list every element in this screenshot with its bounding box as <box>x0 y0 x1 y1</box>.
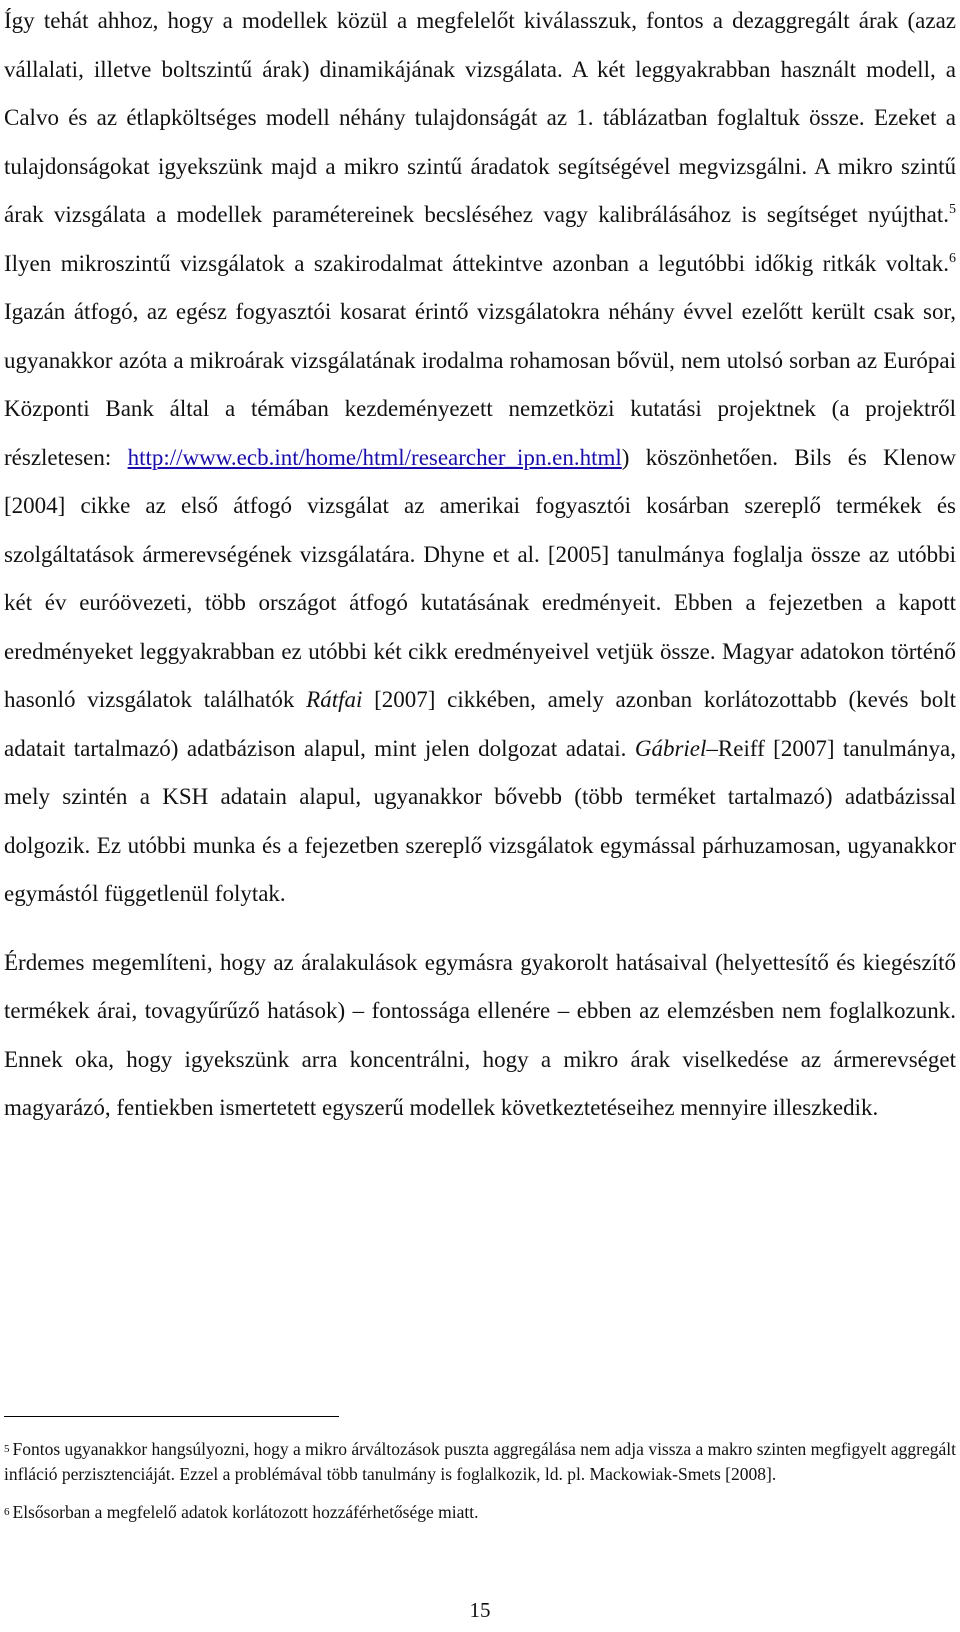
footnote-5 <box>4 1437 956 1487</box>
author-name-italic: Rátfai <box>306 687 363 712</box>
paragraph-text: Ilyen mikroszintű vizsgálatok a szakirodalmat áttekintve azonban a legutóbbi időkig ritkák voltak. <box>4 250 949 276</box>
footnote-reference-6[interactable]: 6 <box>949 250 956 266</box>
body-paragraph-1 <box>4 0 956 919</box>
footnote-reference-5[interactable]: 5 <box>949 202 956 217</box>
paragraph-text: ) köszönhetően. Bils és Klenow [2004] cikke az első átfogó vizsgálat az amerikai fogyasztói kosárban szereplő termékek és szolgáltatások ármerevségének vizsgálatára. Dhyne et al. [2005] tanulmánya foglalja össze az utóbbi két év euróövezeti, több országot átfogó kutatásának eredményeit. Ebben a fejezetben a kapott eredményeket leggyakrabban ez utóbbi két cikk eredményeivel vetjük össze. Magyar adatokon történő hasonló vizsgálatok találhatók <box>4 444 956 712</box>
author-name-italic: Gábriel <box>634 735 707 761</box>
footnote-6 <box>4 1500 956 1525</box>
footnote-text: Fontos ugyanakkor hangsúlyozni, hogy a mikro árváltozások puszta aggregálása nem adja vissza a makro szinten megfigyelt aggregált infláció perzisztenciáját. Ezzel a problémával több tanulmány is foglalkozik, ld. pl. Mackowiak-Smets [2008]. <box>4 1439 956 1484</box>
page-number: 15 <box>469 1598 491 1622</box>
paragraph-text: Így tehát ahhoz, hogy a modellek közül a megfelelőt kiválasszuk, fontos a dezaggregált árak (azaz vállalati, illetve boltszintű árak) dinamikájának vizsgálata. A két leggyakrabban használt modell, a Calvo és az étlapköltséges modell néhány tulajdonságát az 1. táblázatban foglaltuk össze. Ezeket a tulajdonságokat igyekszünk majd a mikro szintű áradatok segítségével megvizsgálni. A mikro szintű árak vizsgálata a modellek paramétereinek becsléséhez vagy kalibrálásához is segítséget nyújthat. <box>4 8 956 227</box>
paragraph-text: [2007] cikkében, amely azonban korlátozottabb (kevés bolt adatait tartalmazó) adatbázison alapul, mint jelen dolgozat adatai. <box>4 687 957 761</box>
footnote-text: Elsősorban a megfelelő adatok korlátozott hozzáférhetősége miatt. <box>12 1502 479 1522</box>
footnote-mark: 6 <box>4 1506 10 1518</box>
paragraph-text: –Reiff [2007] tanulmánya, mely szintén a KSH adatain alapul, ugyanakkor bővebb (több terméket tartalmazó) adatbázissal dolgozik. Ez utóbbi munka és a fejezetben szereplő vizsgálatok egymással párhuzamosan, ugyanakkor egymástól függetlenül folytak. <box>4 735 956 906</box>
document-page <box>4 0 956 1133</box>
footnotes-section <box>4 1416 956 1525</box>
body-paragraph-2: Érdemes megemlíteni, hogy az áralakulások egymásra gyakorolt hatásaival (helyettesítő és kiegészítő termékek árai, tovagyűrűző hatások) – fontossága ellenére – ebben az elemzésben nem foglalkozunk. Ennek oka, hogy igyekszünk arra koncentrálni, hogy a mikro árak viselkedése az ármerevséget magyarázó, fentiekben ismertetett egyszerű modellek következtetéseihez mennyire illeszkedik. <box>4 949 956 1120</box>
footnote-separator <box>4 1416 339 1417</box>
ecb-project-link[interactable]: http://www.ecb.int/home/html/researcher_ipn.en.html <box>127 444 622 470</box>
footnote-mark: 5 <box>4 1443 10 1455</box>
paragraph-text: Igazán átfogó, az egész fogyasztói kosarat érintő vizsgálatokra néhány évvel ezelőtt került csak sor, ugyanakkor azóta a mikroárak vizsgálatának irodalma rohamosan bővül, nem utolsó sorban az Európai Központi Bank által a témában kezdeményezett nemzetközi kutatási projektnek (a projektről részletesen: <box>4 299 956 470</box>
